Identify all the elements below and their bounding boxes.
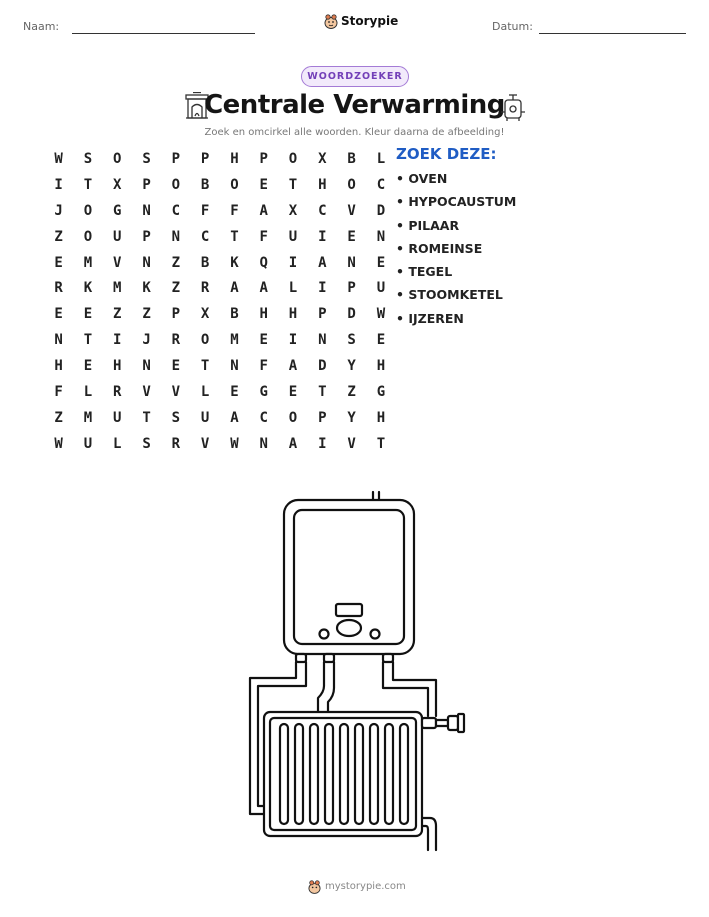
grid-letter: V bbox=[347, 435, 356, 452]
grid-letter: F bbox=[200, 202, 210, 219]
grid-letter: N bbox=[259, 435, 268, 452]
letter-grid bbox=[44, 146, 396, 457]
grid-letter: I bbox=[288, 332, 298, 349]
grid-letter: L bbox=[288, 280, 298, 297]
grid-row bbox=[44, 172, 396, 198]
grid-letter: S bbox=[171, 409, 181, 426]
grid-letter: E bbox=[171, 358, 181, 375]
grid-letter: Z bbox=[142, 306, 151, 323]
grid-letter: R bbox=[171, 435, 181, 452]
grid-letter: E bbox=[288, 383, 298, 400]
grid-letter: S bbox=[142, 435, 151, 452]
grid-letter: O bbox=[288, 409, 298, 426]
grid-letter: P bbox=[259, 150, 268, 167]
grid-letter: C bbox=[376, 176, 386, 193]
grid-letter: O bbox=[113, 150, 122, 167]
grid-letter: E bbox=[230, 383, 239, 400]
grid-letter: B bbox=[200, 254, 210, 271]
grid-row bbox=[44, 353, 396, 379]
grid-row bbox=[44, 198, 396, 224]
grid-letter: X bbox=[113, 176, 122, 193]
grid-letter: R bbox=[54, 280, 63, 297]
grid-letter: T bbox=[142, 409, 151, 426]
word-item: • TEGEL bbox=[396, 264, 516, 287]
date-line bbox=[539, 33, 686, 34]
grid-letter: Z bbox=[347, 383, 356, 400]
grid-letter: W bbox=[54, 435, 63, 452]
grid-letter: V bbox=[347, 202, 356, 219]
grid-letter: A bbox=[288, 358, 298, 375]
grid-letter: L bbox=[376, 150, 386, 167]
date-label: Datum: bbox=[492, 20, 533, 33]
grid-letter: G bbox=[113, 202, 122, 219]
grid-letter: E bbox=[54, 254, 63, 271]
grid-letter: A bbox=[318, 254, 327, 271]
grid-letter: X bbox=[288, 202, 298, 219]
grid-letter: B bbox=[230, 306, 239, 323]
grid-letter: T bbox=[288, 176, 298, 193]
storypie-logo-icon bbox=[324, 13, 338, 29]
grid-letter: M bbox=[113, 280, 122, 297]
grid-row bbox=[44, 301, 396, 327]
grid-letter: E bbox=[376, 254, 386, 271]
grid-letter: H bbox=[113, 358, 122, 375]
grid-row bbox=[44, 224, 396, 250]
grid-letter: A bbox=[288, 435, 298, 452]
grid-letter: H bbox=[230, 150, 239, 167]
grid-letter: H bbox=[318, 176, 327, 193]
grid-letter: T bbox=[376, 435, 386, 452]
grid-letter: W bbox=[230, 435, 239, 452]
grid-letter: X bbox=[200, 306, 210, 323]
grid-letter: T bbox=[83, 332, 93, 349]
boiler-icon bbox=[500, 92, 526, 122]
grid-letter: N bbox=[142, 358, 151, 375]
grid-letter: O bbox=[230, 176, 239, 193]
storypie-logo-icon bbox=[308, 879, 321, 894]
grid-letter: K bbox=[230, 254, 239, 271]
grid-row bbox=[44, 431, 396, 457]
grid-letter: A bbox=[259, 202, 268, 219]
grid-letter: A bbox=[230, 409, 239, 426]
grid-letter: Y bbox=[347, 409, 356, 426]
boiler-radiator-illustration bbox=[238, 488, 478, 858]
word-item: • HYPOCAUSTUM bbox=[396, 194, 516, 217]
grid-letter: H bbox=[259, 306, 268, 323]
grid-letter: N bbox=[142, 254, 151, 271]
grid-row bbox=[44, 405, 396, 431]
grid-letter: L bbox=[113, 435, 122, 452]
grid-letter: R bbox=[200, 280, 210, 297]
grid-letter: C bbox=[318, 202, 327, 219]
name-line bbox=[72, 33, 255, 34]
footer bbox=[308, 879, 406, 894]
grid-letter: N bbox=[347, 254, 356, 271]
brand-logo bbox=[324, 13, 398, 29]
grid-letter: E bbox=[83, 306, 93, 323]
word-list bbox=[396, 171, 516, 334]
activity-badge: WOORDZOEKER bbox=[301, 66, 409, 87]
grid-letter: O bbox=[83, 202, 93, 219]
grid-letter: P bbox=[200, 150, 210, 167]
grid-letter: U bbox=[288, 228, 298, 245]
grid-letter: C bbox=[200, 228, 210, 245]
grid-letter: N bbox=[376, 228, 386, 245]
grid-letter: J bbox=[142, 332, 151, 349]
grid-letter: H bbox=[376, 358, 386, 375]
grid-letter: C bbox=[171, 202, 181, 219]
grid-letter: P bbox=[171, 150, 181, 167]
grid-letter: P bbox=[347, 280, 356, 297]
grid-letter: Z bbox=[171, 280, 181, 297]
grid-letter: D bbox=[376, 202, 386, 219]
grid-letter: T bbox=[200, 358, 210, 375]
grid-letter: D bbox=[347, 306, 356, 323]
grid-letter: C bbox=[259, 409, 268, 426]
grid-letter: I bbox=[54, 176, 63, 193]
grid-letter: I bbox=[318, 280, 327, 297]
grid-letter: I bbox=[318, 228, 327, 245]
grid-letter: O bbox=[83, 228, 93, 245]
grid-letter: R bbox=[171, 332, 181, 349]
footer-url: mystorypie.com bbox=[325, 881, 406, 892]
grid-letter: M bbox=[83, 254, 93, 271]
grid-row bbox=[44, 275, 396, 301]
grid-letter: P bbox=[142, 176, 151, 193]
grid-letter: J bbox=[54, 202, 63, 219]
grid-letter: I bbox=[113, 332, 122, 349]
grid-letter: K bbox=[83, 280, 93, 297]
brand-name: Storypie bbox=[341, 14, 399, 28]
grid-letter: E bbox=[54, 306, 63, 323]
grid-letter: U bbox=[113, 409, 122, 426]
grid-letter: F bbox=[259, 228, 268, 245]
grid-letter: F bbox=[259, 358, 268, 375]
grid-letter: E bbox=[376, 332, 386, 349]
instructions: Zoek en omcirkel alle woorden. Kleur daarna de afbeelding! bbox=[204, 127, 505, 138]
grid-letter: L bbox=[83, 383, 93, 400]
grid-letter: S bbox=[142, 150, 151, 167]
grid-letter: V bbox=[171, 383, 181, 400]
grid-letter: E bbox=[259, 176, 268, 193]
grid-row bbox=[44, 250, 396, 276]
grid-letter: Y bbox=[347, 358, 356, 375]
grid-letter: G bbox=[259, 383, 268, 400]
grid-letter: E bbox=[259, 332, 268, 349]
word-item: • ROMEINSE bbox=[396, 241, 516, 264]
grid-letter: O bbox=[288, 150, 298, 167]
grid-letter: T bbox=[318, 383, 327, 400]
grid-letter: V bbox=[200, 435, 210, 452]
grid-letter: M bbox=[230, 332, 239, 349]
grid-letter: T bbox=[230, 228, 239, 245]
grid-letter: I bbox=[288, 254, 298, 271]
grid-letter: W bbox=[376, 306, 386, 323]
grid-letter: E bbox=[347, 228, 356, 245]
word-list-title: ZOEK DEZE: bbox=[396, 145, 497, 163]
grid-letter: D bbox=[318, 358, 327, 375]
grid-letter: N bbox=[171, 228, 181, 245]
grid-letter: F bbox=[54, 383, 63, 400]
grid-letter: N bbox=[142, 202, 151, 219]
grid-letter: G bbox=[376, 383, 386, 400]
grid-letter: B bbox=[200, 176, 210, 193]
grid-letter: U bbox=[83, 435, 93, 452]
grid-letter: E bbox=[83, 358, 93, 375]
grid-letter: F bbox=[230, 202, 239, 219]
grid-letter: N bbox=[54, 332, 63, 349]
grid-letter: V bbox=[142, 383, 151, 400]
name-label: Naam: bbox=[23, 20, 60, 33]
word-item: • STOOMKETEL bbox=[396, 287, 516, 310]
grid-letter: H bbox=[376, 409, 386, 426]
grid-letter: Z bbox=[171, 254, 181, 271]
page-title: Centrale Verwarming bbox=[204, 90, 505, 120]
word-item: • PILAAR bbox=[396, 218, 516, 241]
grid-letter: R bbox=[113, 383, 122, 400]
grid-letter: S bbox=[83, 150, 93, 167]
grid-letter: O bbox=[171, 176, 181, 193]
grid-letter: A bbox=[259, 280, 268, 297]
grid-letter: P bbox=[318, 409, 327, 426]
grid-letter: W bbox=[54, 150, 63, 167]
grid-letter: S bbox=[347, 332, 356, 349]
grid-letter: O bbox=[200, 332, 210, 349]
grid-letter: P bbox=[171, 306, 181, 323]
grid-letter: P bbox=[142, 228, 151, 245]
grid-letter: U bbox=[113, 228, 122, 245]
grid-letter: N bbox=[230, 358, 239, 375]
grid-row bbox=[44, 146, 396, 172]
grid-letter: L bbox=[200, 383, 210, 400]
word-item: • IJZEREN bbox=[396, 311, 516, 334]
grid-row bbox=[44, 379, 396, 405]
grid-letter: A bbox=[230, 280, 239, 297]
grid-letter: V bbox=[113, 254, 122, 271]
grid-letter: Z bbox=[54, 228, 63, 245]
grid-letter: U bbox=[200, 409, 210, 426]
grid-letter: K bbox=[142, 280, 151, 297]
grid-letter: B bbox=[347, 150, 356, 167]
grid-letter: T bbox=[83, 176, 93, 193]
grid-letter: U bbox=[376, 280, 386, 297]
grid-letter: X bbox=[318, 150, 327, 167]
grid-letter: Z bbox=[113, 306, 122, 323]
grid-letter: N bbox=[318, 332, 327, 349]
word-item: • OVEN bbox=[396, 171, 516, 194]
grid-letter: H bbox=[288, 306, 298, 323]
grid-letter: H bbox=[54, 358, 63, 375]
grid-letter: O bbox=[347, 176, 356, 193]
grid-letter: I bbox=[318, 435, 327, 452]
grid-letter: Q bbox=[259, 254, 268, 271]
grid-letter: P bbox=[318, 306, 327, 323]
grid-letter: M bbox=[83, 409, 93, 426]
grid-letter: Z bbox=[54, 409, 63, 426]
grid-row bbox=[44, 327, 396, 353]
